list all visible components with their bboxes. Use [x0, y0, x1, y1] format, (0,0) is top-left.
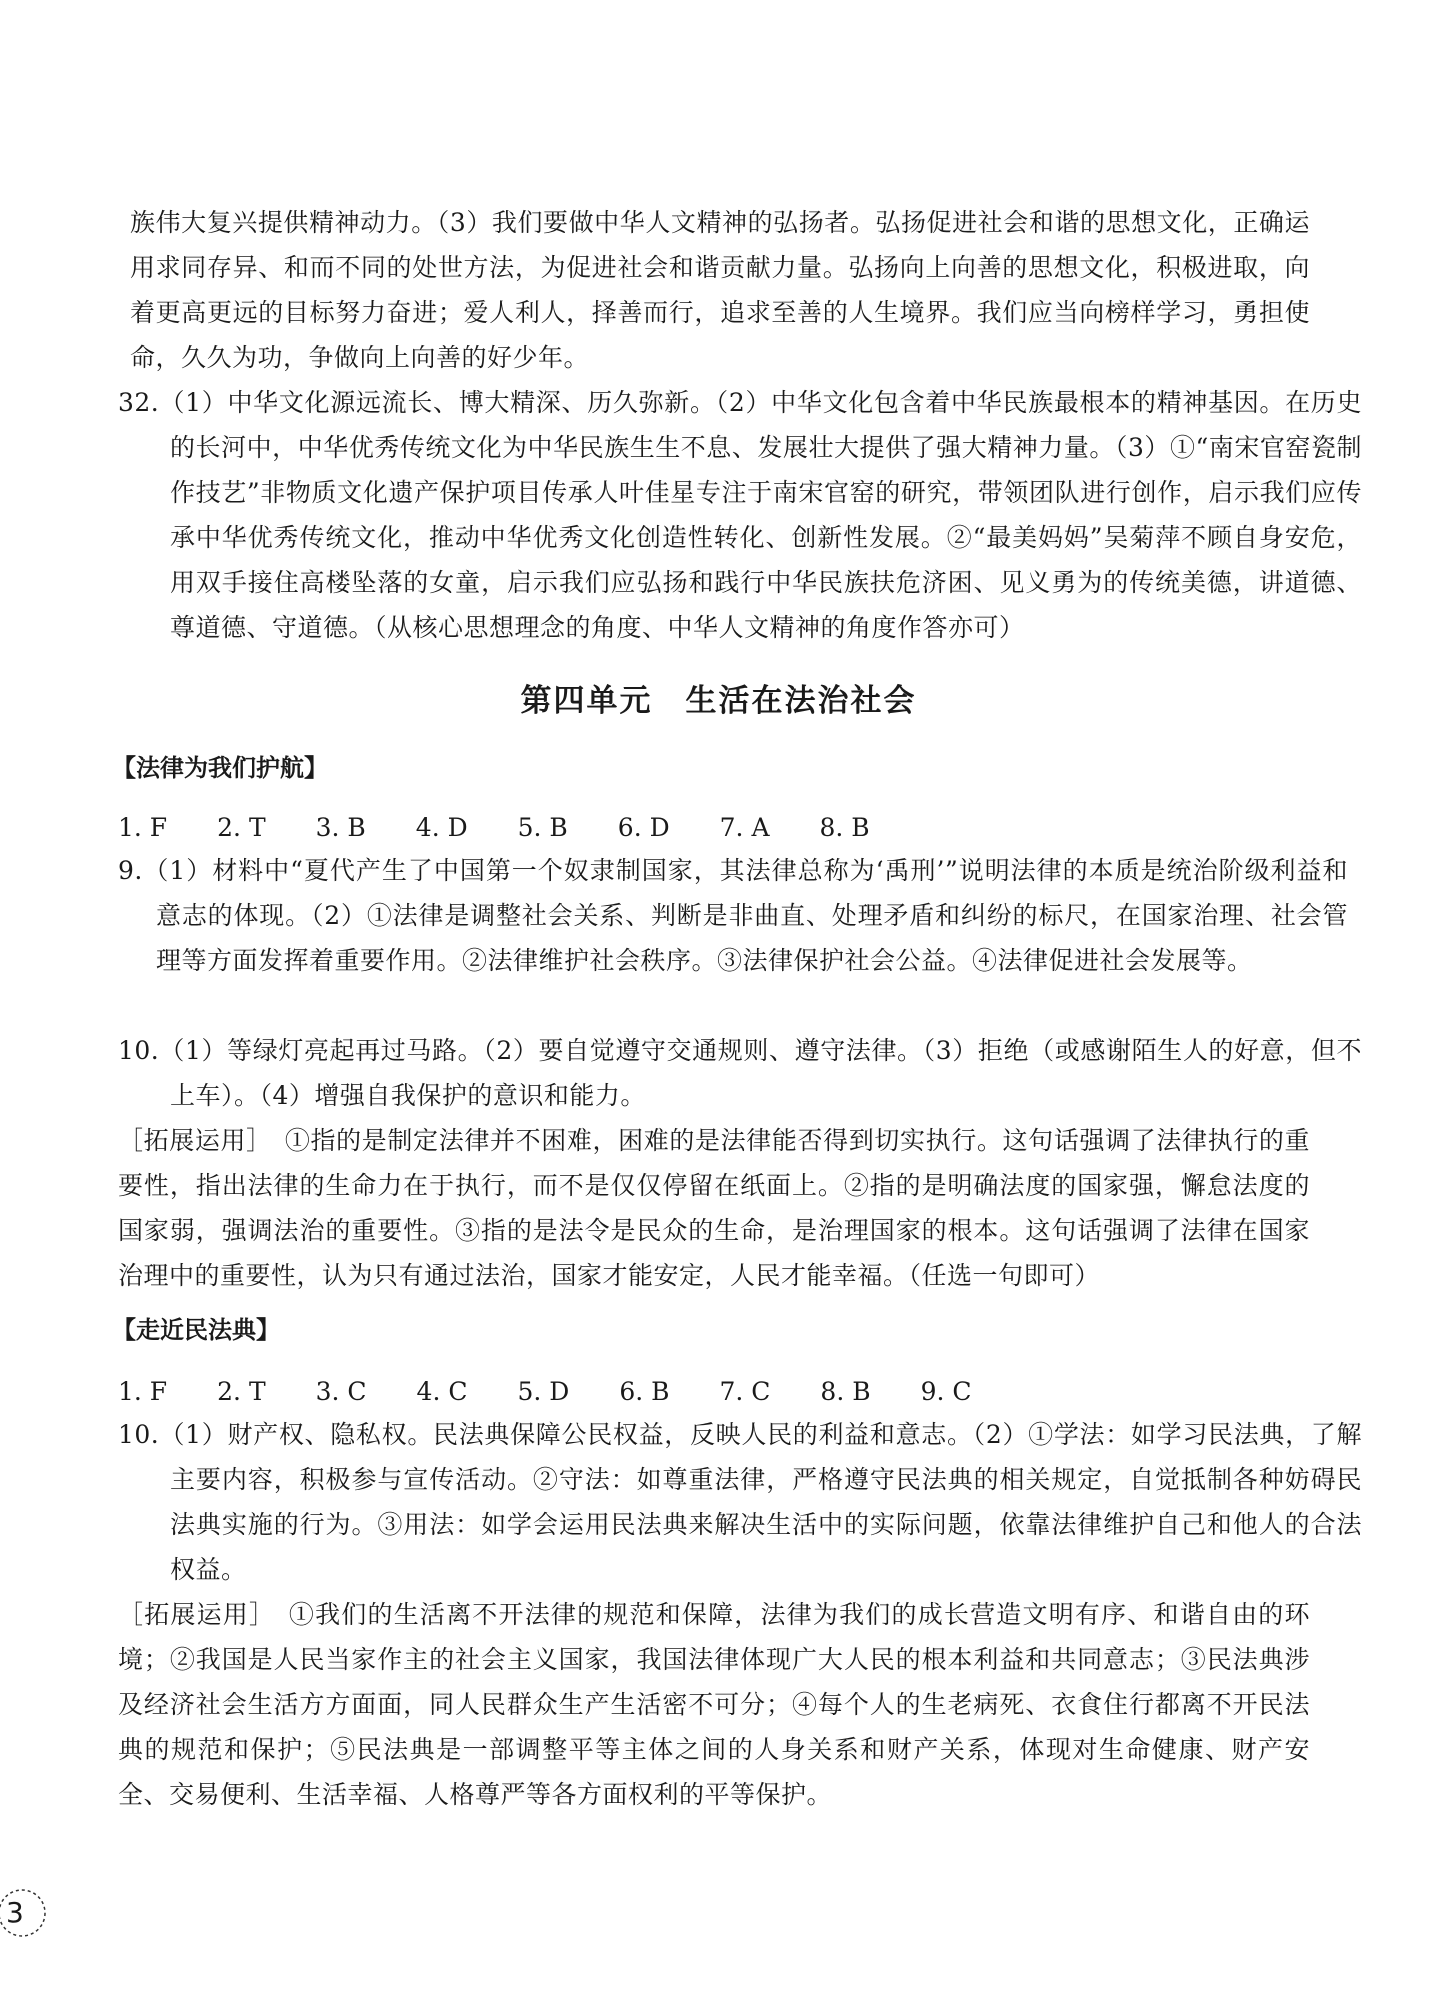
question-10-civil-code: 10.（1）财产权、隐私权。民法典保障公民权益，反映人民的利益和意志。（2）①学法：如学习民法典，了解主要内容，积极参与宣传活动。②守法：如尊重法律，严格遵守民法典的相关规定，自觉抵制各种妨碍民法典实施的行为。③用法：如学会运用民法典来解决生活中的实际问题，依靠法律维护自己和他人的合法权益。	[118, 1420, 1362, 1584]
section-heading-law: 【法律为我们护航】	[112, 754, 328, 782]
page-number: 3	[6, 1896, 24, 1929]
section-heading-civil-code: 【走近民法典】	[112, 1316, 280, 1344]
answer-key-civil-code: 1. F 2. T 3. C 4. C 5. D 6. B 7. C 8. B 9. C	[118, 1377, 972, 1406]
unit-title: 第四单元 生活在法治社会	[520, 683, 917, 719]
question-10-law: 10.（1）等绿灯亮起再过马路。（2）要自觉遵守交通规则、遵守法律。（3）拒绝（或感谢陌生人的好意，但不上车）。（4）增强自我保护的意识和能力。	[118, 1036, 1362, 1110]
answer-key-law: 1. F 2. T 3. B 4. D 5. B 6. D 7. A 8. B	[118, 813, 870, 842]
page-number-badge	[0, 1887, 52, 1939]
extend-application-law: ［拓展运用］ ①指的是制定法律并不困难，困难的是法律能否得到切实执行。这句话强调了法律执行的重要性，指出法律的生命力在于执行，而不是仅仅停留在纸面上。②指的是明确法度的国家强，懈怠法度的国家弱，强调法治的重要性。③指的是法令是民众的生命，是治理国家的根本。这句话强调了法律在国家治理中的重要性，认为只有通过法治，国家才能安定，人民才能幸福。（任选一句即可）	[118, 1126, 1310, 1290]
question-9: 9.（1）材料中“夏代产生了中国第一个奴隶制国家，其法律总称为‘禹刑’”说明法律的本质是统治阶级利益和意志的体现。（2）①法律是调整社会关系、判断是非曲直、处理矛盾和纠纷的标尺，在国家治理、社会管理等方面发挥着重要作用。②法律维护社会秩序。③法律保护社会公益。④法律促进社会发展等。	[118, 856, 1348, 975]
paragraph-continuation: 族伟大复兴提供精神动力。（3）我们要做中华人文精神的弘扬者。弘扬促进社会和谐的思想文化，正确运用求同存异、和而不同的处世方法，为促进社会和谐贡献力量。弘扬向上向善的思想文化，积极进取，向着更高更远的目标努力奋进；爱人利人，择善而行，追求至善的人生境界。我们应当向榜样学习，勇担使命，久久为功，争做向上向善的好少年。	[130, 208, 1310, 372]
extend-application-civil-code: ［拓展运用］ ①我们的生活离不开法律的规范和保障，法律为我们的成长营造文明有序、和谐自由的环境；②我国是人民当家作主的社会主义国家，我国法律体现广大人民的根本利益和共同意志；③民法典涉及经济社会生活方方面面，同人民群众生产生活密不可分；④每个人的生老病死、衣食住行都离不开民法典的规范和保护；⑤民法典是一部调整平等主体之间的人身关系和财产关系，体现对生命健康、财产安全、交易便利、生活幸福、人格尊严等各方面权利的平等保护。	[118, 1600, 1310, 1809]
question-32: 32.（1）中华文化源远流长、博大精深、历久弥新。（2）中华文化包含着中华民族最根本的精神基因。在历史的长河中，中华优秀传统文化为中华民族生生不息、发展壮大提供了强大精神力量。（3）①“南宋官窑瓷制作技艺”非物质文化遗产保护项目传承人叶佳星专注于南宋官窑的研究，带领团队进行创作，启示我们应传承中华优秀传统文化，推动中华优秀文化创造性转化、创新性发展。②“最美妈妈”吴菊萍不顾自身安危，用双手接住高楼坠落的女童，启示我们应弘扬和践行中华民族扶危济困、见义勇为的传统美德，讲道德、尊道德、守道德。（从核心思想理念的角度、中华人文精神的角度作答亦可）	[118, 388, 1362, 642]
